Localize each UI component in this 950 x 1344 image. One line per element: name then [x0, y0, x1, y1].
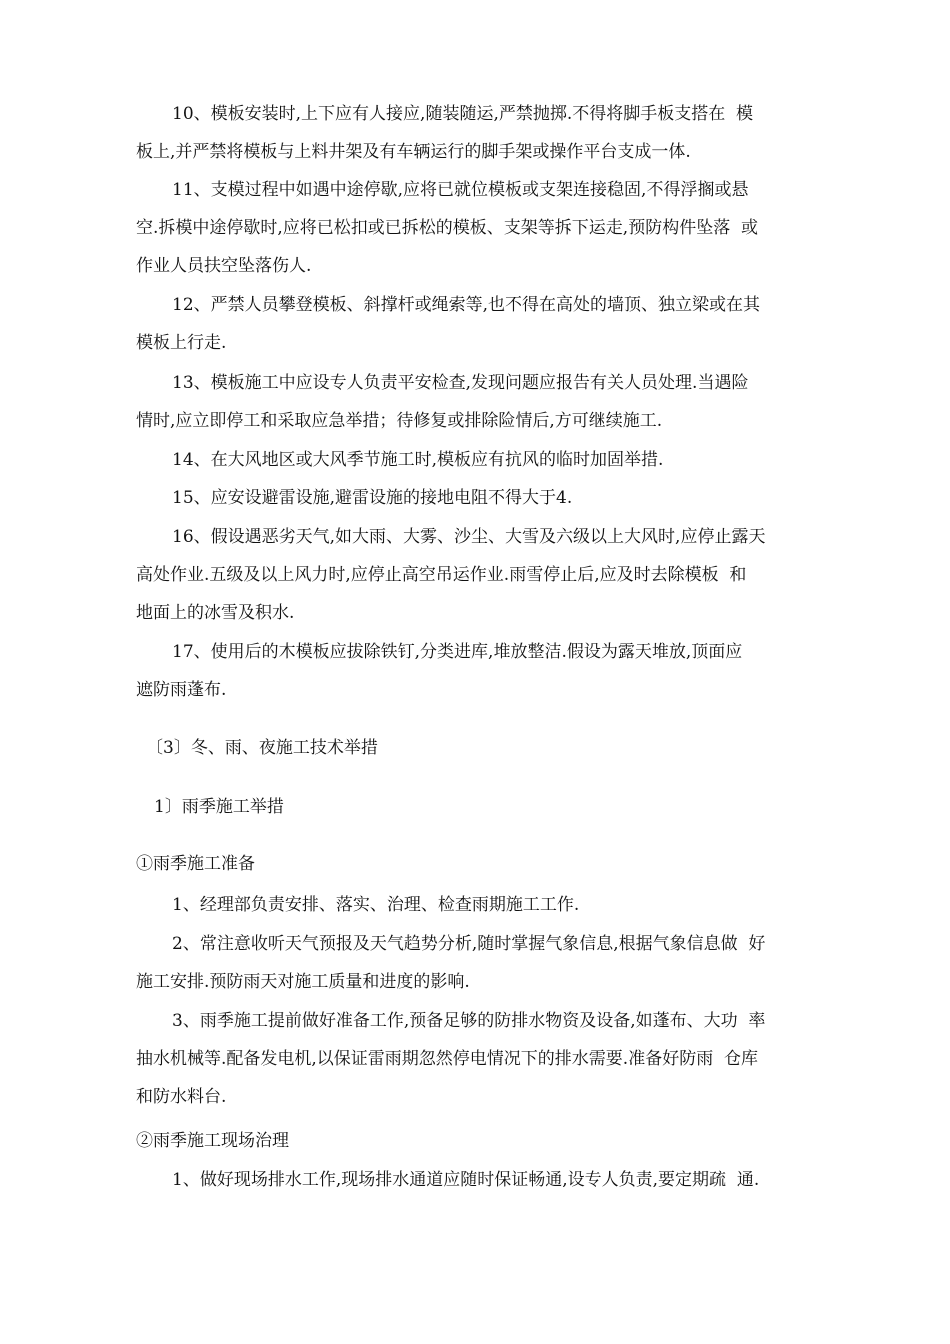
subsection-heading: 1〕雨季施工举措	[154, 797, 284, 817]
paragraph-line: 高处作业.五级及以上风力时,应停止高空吊运作业.雨雪停止后,应及时去除模板 和	[136, 565, 747, 585]
paragraph-line: 模板上行走.	[136, 333, 227, 353]
paragraph-line: 空.拆模中途停歇时,应将已松扣或已拆松的模板、支架等拆下运走,预防构件坠落 或	[136, 218, 759, 238]
paragraph-line: 15、应安设避雷设施,避雷设施的接地电阻不得大于4.	[172, 488, 573, 508]
paragraph-line: 14、在大风地区或大风季节施工时,模板应有抗风的临时加固举措.	[172, 450, 664, 470]
paragraph-line: 16、假设遇恶劣天气,如大雨、大雾、沙尘、大雪及六级以上大风时,应停止露天	[172, 527, 766, 547]
paragraph-line: 和防水料台.	[136, 1087, 227, 1107]
section-heading: 〔3〕冬、雨、夜施工技术举措	[146, 738, 378, 758]
paragraph-line: 遮防雨蓬布.	[136, 680, 227, 700]
paragraph-line: 作业人员扶空坠落伤人.	[136, 256, 312, 276]
paragraph-line: 2、常注意收听天气预报及天气趋势分析,随时掌握气象信息,根据气象信息做 好	[172, 934, 766, 954]
paragraph-line: 情时,应立即停工和采取应急举措；待修复或排除险情后,方可继续施工.	[136, 411, 663, 431]
paragraph-line: 1、做好现场排水工作,现场排水通道应随时保证畅通,设专人负责,要定期疏 通.	[172, 1170, 760, 1190]
paragraph-line: 13、模板施工中应设专人负责平安检查,发现问题应报告有关人员处理.当遇险	[172, 373, 749, 393]
paragraph-line: 1、经理部负责安排、落实、治理、检查雨期施工工作.	[172, 895, 580, 915]
subsection-heading: ②雨季施工现场治理	[136, 1131, 289, 1151]
paragraph-line: 地面上的冰雪及积水.	[136, 603, 295, 623]
paragraph-line: 抽水机械等.配备发电机,以保证雷雨期忽然停电情况下的排水需要.准备好防雨 仓库	[136, 1049, 759, 1069]
paragraph-line: 3、雨季施工提前做好准备工作,预备足够的防排水物资及设备,如蓬布、大功 率	[172, 1011, 766, 1031]
subsection-heading: ①雨季施工准备	[136, 854, 255, 874]
paragraph-line: 施工安排.预防雨天对施工质量和进度的影响.	[136, 972, 470, 992]
paragraph-line: 17、使用后的木模板应拔除铁钉,分类进库,堆放整洁.假设为露天堆放,顶面应	[172, 642, 743, 662]
paragraph-line: 10、模板安装时,上下应有人接应,随装随运,严禁抛掷.不得将脚手板支搭在 模	[172, 104, 754, 124]
paragraph-line: 板上,并严禁将模板与上料井架及有车辆运行的脚手架或操作平台支成一体.	[136, 142, 691, 162]
paragraph-line: 11、支模过程中如遇中途停歇,应将已就位模板或支架连接稳固,不得浮搁或悬	[172, 180, 749, 200]
paragraph-line: 12、严禁人员攀登模板、斜撑杆或绳索等,也不得在高处的墙顶、独立梁或在其	[172, 295, 761, 315]
